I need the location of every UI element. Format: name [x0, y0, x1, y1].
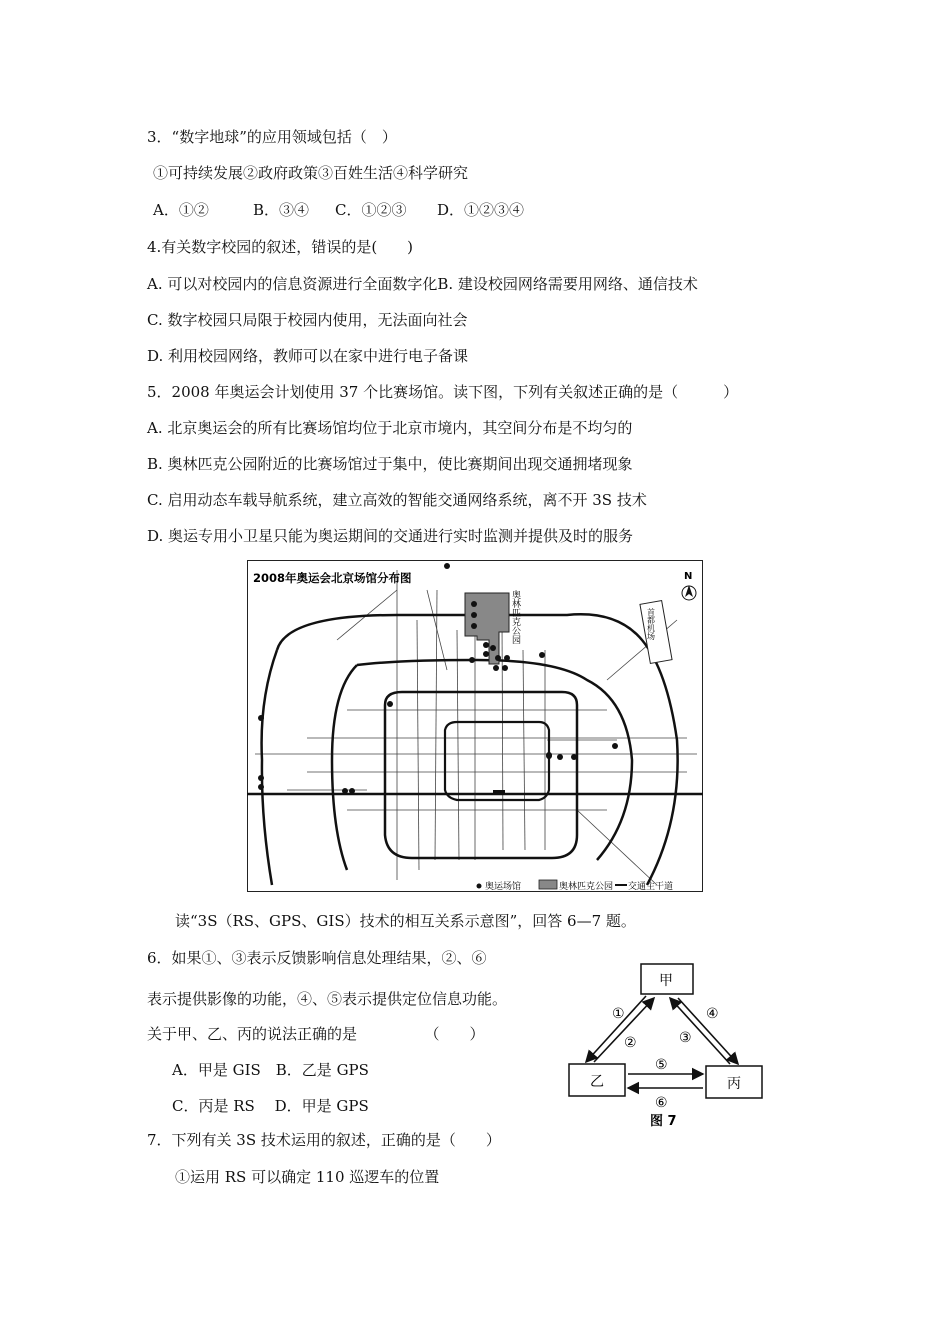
q5-stem: 5．2008 年奥运会计划使用 37 个比赛场馆。读下图，下列有关叙述正确的是（ ） — [147, 383, 739, 401]
q6-options-cd: C．丙是 RS D．甲是 GPS — [172, 1097, 369, 1115]
venue-dot — [342, 788, 348, 794]
legend-park-icon — [539, 880, 557, 889]
q7-item-1: ①运用 RS 可以确定 110 巡逻车的位置 — [175, 1168, 440, 1186]
venue-dot — [502, 665, 508, 671]
q6-options-ab: A．甲是 GIS B．乙是 GPS — [172, 1061, 369, 1079]
q3-stem: 3．“数字地球”的应用领域包括（ ） — [147, 128, 397, 146]
legend-road: 交通主干道 — [628, 882, 674, 892]
q5-option-c: C. 启用动态车载导航系统，建立高效的智能交通网络系统，离不开 3S 技术 — [147, 491, 647, 509]
q3-option-b: B．③④ — [253, 201, 310, 219]
venue-dot — [504, 655, 510, 661]
q3-options — [153, 200, 524, 220]
num-1: ① — [612, 1006, 625, 1022]
olympic-park-label: 奥林匹克公园 — [510, 590, 520, 644]
q7-stem: 7．下列有关 3S 技术运用的叙述，正确的是（ ） — [147, 1131, 501, 1149]
num-4: ④ — [706, 1006, 719, 1022]
q5-option-a: A. 北京奥运会的所有比赛场馆均位于北京市境内，其空间分布是不均匀的 — [147, 419, 633, 437]
q6-stem-line1: 6．如果①、③表示反馈影响信息处理结果，②、⑥ — [147, 949, 487, 967]
venue-dot — [349, 788, 355, 794]
legend-park: 奥林匹克公园 — [559, 882, 614, 892]
tiananmen-marker — [493, 790, 505, 795]
q4-option-c: C. 数字校园只局限于校园内使用，无法面向社会 — [147, 311, 468, 329]
q4-option-d: D. 利用校园网络，教师可以在家中进行电子备课 — [147, 347, 469, 365]
q3-option-d: D．①②③④ — [437, 201, 525, 219]
venue-dot — [444, 563, 450, 569]
q6-stem-line2: 表示提供影像的功能，④、⑤表示提供定位信息功能。 — [147, 990, 508, 1008]
venue-dot — [471, 612, 477, 618]
map-legend — [477, 880, 674, 892]
venue-dot — [483, 651, 489, 657]
venue-dot — [612, 743, 618, 749]
venue-dot — [471, 623, 477, 629]
venue-dot — [387, 701, 393, 707]
venue-dot — [258, 715, 264, 721]
q67-intro: 读“3S（RS、GPS、GIS）技术的相互关系示意图”，回答 6—7 题。 — [175, 912, 636, 930]
legend-venue: 奥运场馆 — [485, 882, 522, 892]
q5-option-d: D. 奥运专用小卫星只能为奥运期间的交通进行实时监测并提供及时的服务 — [147, 527, 634, 545]
q3-option-a: A．①② — [153, 201, 209, 219]
q5-option-b: B. 奥林匹克公园附近的比赛场馆过于集中，使比赛期间出现交通拥堵现象 — [147, 455, 633, 473]
venue-dot — [483, 642, 489, 648]
q3-option-c: C．①②③ — [335, 201, 407, 219]
map-title: 2008年奥运会北京场馆分布图 — [253, 571, 412, 585]
venue-dot — [490, 645, 496, 651]
venue-dot — [258, 775, 264, 781]
num-6: ⑥ — [655, 1095, 668, 1111]
q6-stem-line3: 关于甲、乙、丙的说法正确的是 （ ） — [147, 1025, 485, 1043]
3s-relationship-diagram — [566, 962, 770, 1132]
label-yi: 乙 — [590, 1074, 604, 1090]
legend-venue-icon — [477, 884, 482, 889]
q4-stem: 4.有关数字校园的叙述，错误的是( ) — [147, 238, 414, 256]
venue-dot — [557, 754, 563, 760]
label-bing: 丙 — [727, 1076, 741, 1092]
venue-dot — [571, 754, 577, 760]
airport-label: 首都机场 — [646, 608, 656, 640]
num-3: ③ — [679, 1030, 692, 1046]
venue-dot — [546, 752, 552, 758]
venue-dot — [495, 655, 501, 661]
venue-dot — [258, 784, 264, 790]
q4-option-ab: A. 可以对校园内的信息资源进行全面数字化B. 建设校园网络需要用网络、通信技术 — [147, 275, 698, 293]
venue-dot — [469, 657, 475, 663]
num-2: ② — [624, 1035, 637, 1051]
beijing-venue-map — [247, 560, 703, 892]
diagram-caption: 图 7 — [650, 1114, 677, 1129]
venue-dot — [471, 601, 477, 607]
num-5: ⑤ — [655, 1057, 668, 1073]
north-label: N — [684, 571, 693, 582]
venue-dot — [493, 665, 499, 671]
label-jia: 甲 — [659, 973, 673, 989]
venue-dot — [539, 652, 545, 658]
q3-items: ①可持续发展②政府政策③百姓生活④科学研究 — [153, 164, 469, 182]
